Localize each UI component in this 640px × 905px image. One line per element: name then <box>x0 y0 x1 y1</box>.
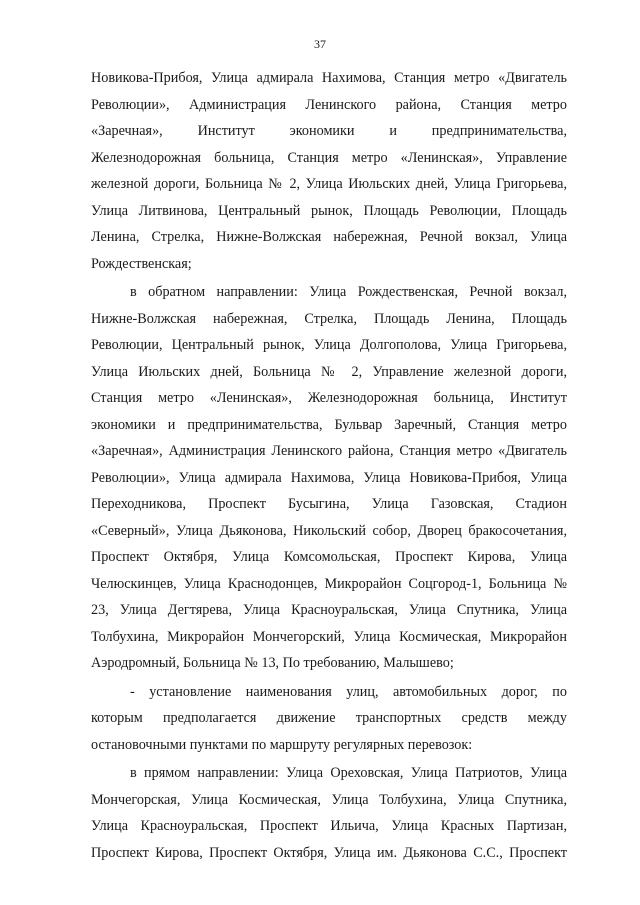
text-line: Революции», Улица адмирала Нахимова, Улица Новикова-Прибоя, Улица <box>91 470 567 486</box>
text-line: экономики и предпринимательства, Бульвар Заречный, Станция метро <box>91 417 567 433</box>
text-line: 23, Улица Дегтярева, Улица Красноуральская, Улица Спутника, Улица <box>91 602 567 618</box>
text-line: «Северный», Улица Дьяконова, Никольский собор, Дворец бракосочетания, <box>91 523 567 539</box>
text-line: в прямом направлении: Улица Ореховская, Улица Патриотов, Улица <box>130 765 567 781</box>
text-line: Улица Литвинова, Центральный рынок, Площадь Революции, Площадь <box>91 203 567 219</box>
text-line: Рождественская; <box>91 256 192 272</box>
text-line: Улица Июльских дней, Больница № 2, Управление железной дороги, <box>91 364 567 380</box>
text-line: Революции», Администрация Ленинского района, Станция метро <box>91 97 567 113</box>
text-line: которым предполагается движение транспортных средств между <box>91 710 567 726</box>
text-line: Переходникова, Проспект Бусыгина, Улица Газовская, Стадион <box>91 496 567 512</box>
text-line: «Заречная», Администрация Ленинского района, Станция метро «Двигатель <box>91 443 567 459</box>
text-line: Толбухина, Микрорайон Мончегорский, Улица Космическая, Микрорайон <box>91 629 567 645</box>
text-line: Станция метро «Ленинская», Железнодорожная больница, Институт <box>91 390 567 406</box>
text-line: остановочными пунктами по маршруту регулярных перевозок: <box>91 737 473 753</box>
text-line: Железнодорожная больница, Станция метро «Ленинская», Управление <box>91 150 567 166</box>
text-line: «Заречная», Институт экономики и предпринимательства, <box>91 123 567 139</box>
text-line: Аэродромный, Больница № 13, По требованию, Малышево; <box>91 655 454 671</box>
text-line: Проспект Октября, Улица Комсомольская, Проспект Кирова, Улица <box>91 549 567 565</box>
text-line: Мончегорская, Улица Космическая, Улица Толбухина, Улица Спутника, <box>91 792 567 808</box>
text-line: Проспект Кирова, Проспект Октября, Улица им. Дьяконова С.С., Проспект <box>91 845 567 861</box>
text-line: Челюскинцев, Улица Краснодонцев, Микрорайон Соцгород-1, Больница № <box>91 576 567 592</box>
text-line: Революции, Центральный рынок, Улица Долгополова, Улица Григорьева, <box>91 337 567 353</box>
text-line: Ленина, Стрелка, Нижне-Волжская набережная, Речной вокзал, Улица <box>91 229 567 245</box>
text-line: Нижне-Волжская набережная, Стрелка, Площадь Ленина, Площадь <box>91 311 567 327</box>
text-line: железной дороги, Больница № 2, Улица Июльских дней, Улица Григорьева, <box>91 176 567 192</box>
text-line: - установление наименования улиц, автомобильных дорог, по <box>130 684 567 700</box>
text-line: Улица Красноуральская, Проспект Ильича, Улица Красных Партизан, <box>91 818 567 834</box>
page-number: 37 <box>314 37 326 51</box>
text-line: в обратном направлении: Улица Рождественская, Речной вокзал, <box>130 284 567 300</box>
text-line: Новикова-Прибоя, Улица адмирала Нахимова, Станция метро «Двигатель <box>91 70 567 86</box>
